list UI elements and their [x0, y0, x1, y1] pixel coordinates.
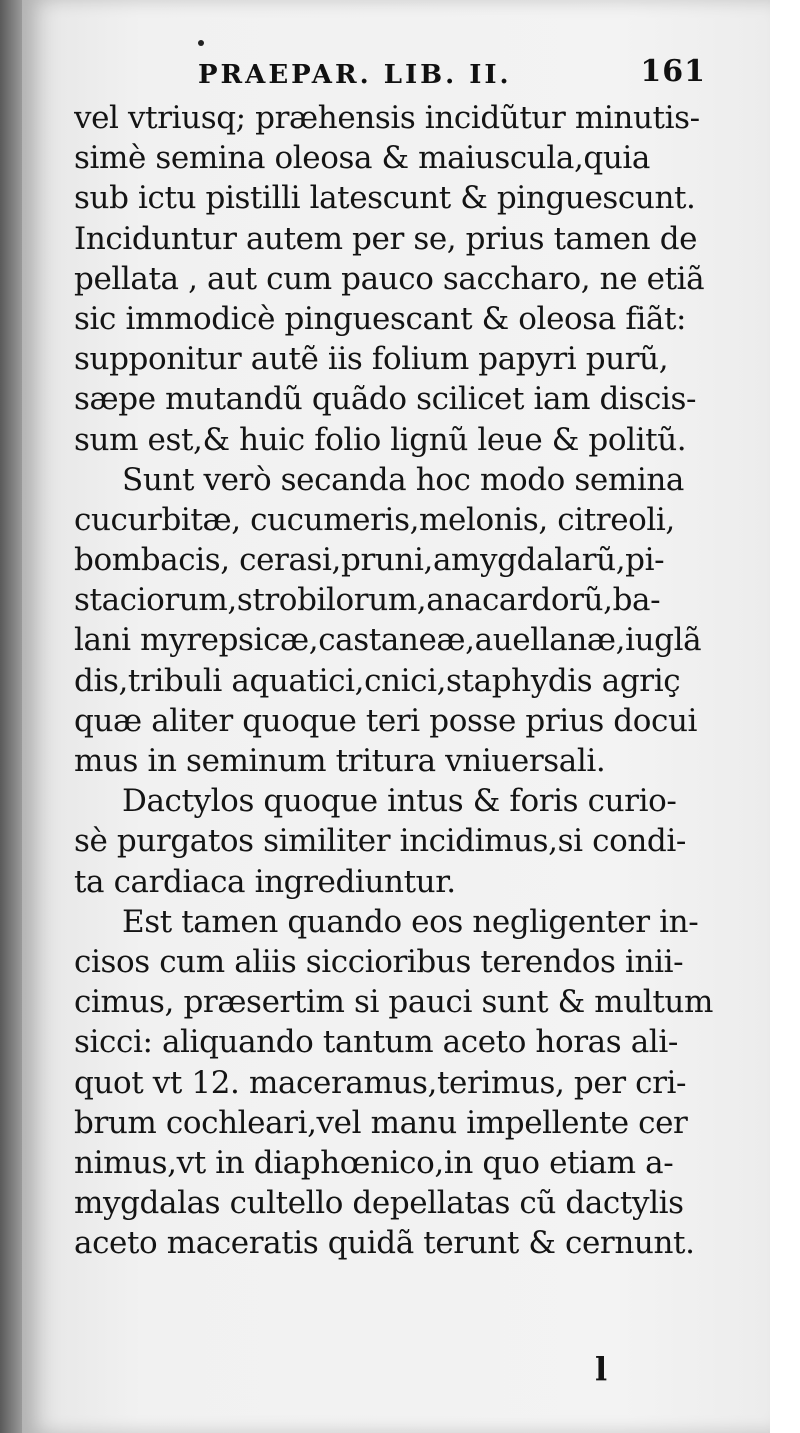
text-line: lani myrepsicæ,castaneæ,auellanæ,iuglã	[74, 622, 702, 659]
text-line: sum est,& huic folio lignũ leue & politũ.	[74, 421, 687, 458]
paragraph-start-line: Dactylos quoque intus & foris curio-	[122, 783, 677, 820]
text-line: cimus, præsertim si pauci sunt & multum	[74, 984, 713, 1021]
text-line: dis,tribuli aquatici,cnici,staphydis agriç	[74, 662, 681, 699]
text-line: staciorum,strobilorum,anacardorũ,ba-	[74, 582, 661, 619]
text-line: brum cochleari,vel manu impellente cer	[74, 1104, 688, 1141]
text-line: Inciduntur autem per se, prius tamen de	[74, 220, 698, 257]
text-line: supponitur autẽ iis folium papyri purũ,	[74, 341, 669, 378]
text-line: sub ictu pistilli latescunt & pinguescunt.	[74, 180, 696, 217]
paragraph-start-line: Sunt verò secanda hoc modo semina	[122, 461, 684, 498]
text-line: sè purgatos similiter incidimus,si condi-	[74, 823, 686, 860]
page-header	[198, 54, 718, 94]
text-line: sæpe mutandũ quãdo scilicet iam discis-	[74, 381, 697, 418]
text-line: simè semina oleosa & maiuscula,quia	[74, 140, 651, 177]
signature-dot	[198, 40, 204, 46]
text-line: cucurbitæ, cucumeris,melonis, citreoli,	[74, 501, 675, 538]
text-line: mygdalas cultello depellatas cũ dactylis	[74, 1185, 684, 1222]
text-line: sic immodicè pinguescant & oleosa fiãt:	[74, 300, 687, 337]
running-title: PRAEPAR. LIB. II.	[198, 60, 512, 90]
text-line: cisos cum aliis siccioribus terendos inii-	[74, 943, 684, 980]
page-number: 161	[640, 54, 706, 89]
catchword: l	[595, 1350, 608, 1388]
body-text	[74, 98, 744, 1263]
text-line: pellata , aut cum pauco saccharo, ne etiã	[74, 260, 705, 297]
text-line: nimus,vt in diaphœnico,in quo etiam a-	[74, 1144, 674, 1181]
text-line: sicci: aliquando tantum aceto horas ali-	[74, 1024, 678, 1061]
text-line: aceto maceratis quidã terunt & cernunt.	[74, 1225, 695, 1262]
text-line: quot vt 12. maceramus,terimus, per cri-	[74, 1064, 687, 1101]
text-line: quæ aliter quoque teri posse prius docui	[74, 702, 698, 739]
text-line: mus in seminum tritura vniuersali.	[74, 743, 606, 779]
paragraph-start-line: Est tamen quando eos negligenter in-	[122, 903, 699, 940]
book-gutter	[0, 0, 22, 1433]
text-line: vel vtriusq; præhensis incidũtur minutis-	[74, 100, 700, 136]
text-line: bombacis, cerasi,pruni,amygdalarũ,pi-	[74, 542, 665, 579]
text-line: ta cardiaca ingrediuntur.	[74, 863, 456, 900]
